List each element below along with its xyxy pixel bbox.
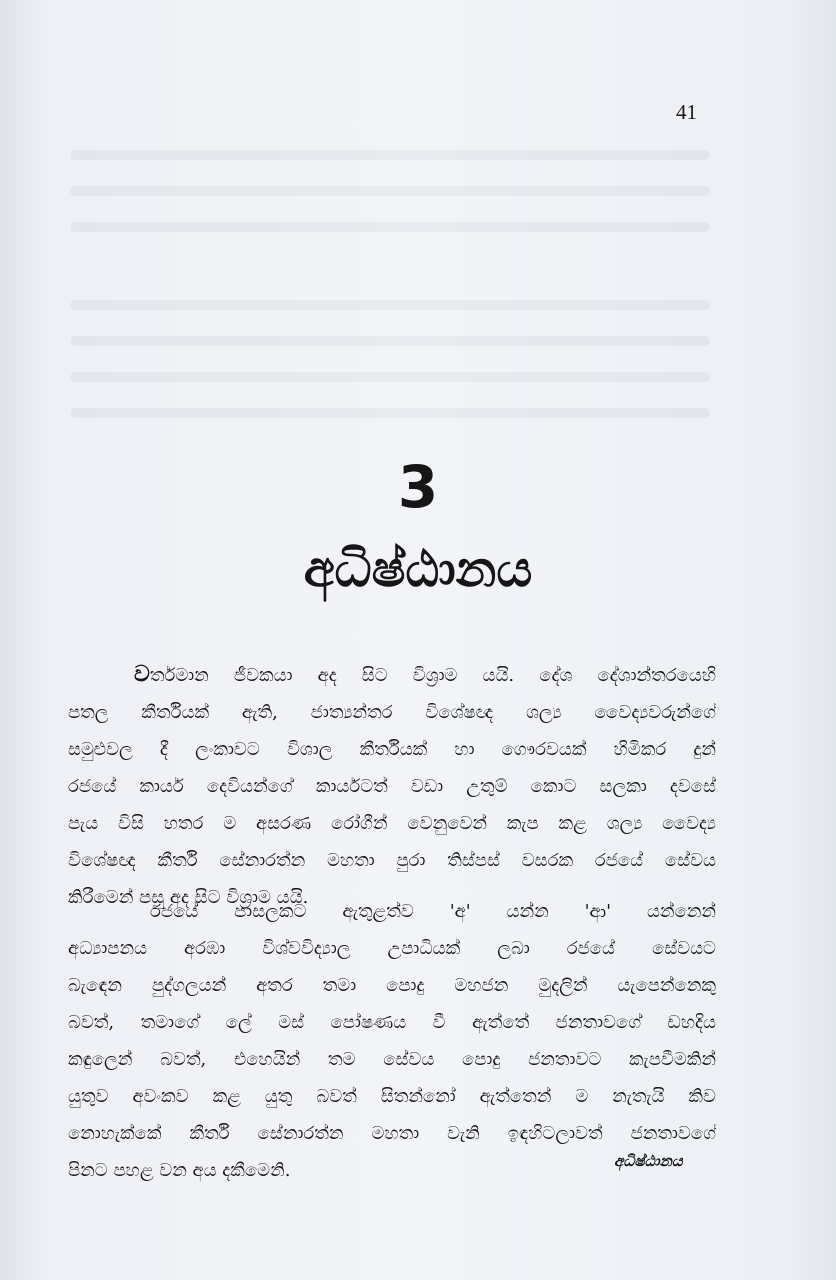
bleed-through-line [70, 408, 710, 418]
page-number: 41 [676, 100, 697, 124]
chapter-number: 3 [397, 453, 439, 521]
chapter-title: අධිෂ්ඨානය [303, 540, 533, 598]
paragraph-line: කඳුලෙන් බවත්, එහෙයින් තම සේවය පොදු ජනතාවට කැපවීමකින් [68, 1049, 716, 1070]
paragraph-1 [68, 656, 716, 916]
paragraph-line: පිනට පහළ වන අය දකීමෙනි. [68, 1160, 291, 1181]
paragraph-line: නොහැක්කේ කීර්ති සේනාරත්න මහතා වැනි ඉඳහිටලාවත් ජනතාවගේ [68, 1123, 716, 1144]
paragraph-line: විශේෂඥ කීර්ති සේනාරත්න මහතා පුරා තිස්පස් වසරක රජයේ සේවය [68, 850, 716, 871]
paragraph-2 [68, 893, 716, 1189]
paragraph-line: වර්තමාන ජීවකයා අද සිට විශ්‍රාම යයි. දේශ දේශාන්තරයෙහි [134, 661, 716, 687]
paragraph-line: පතල කීර්තියක් ඇති, ජාත්‍යන්තර විශේෂඥ ශල්‍ය වෛද්‍යවරුන්ගේ [68, 702, 716, 723]
paragraph-line: රජයේ පාසලකට ඇතුළත්ව 'අ' යන්න 'ආ' යන්නෙන් [150, 901, 716, 922]
running-footer: අධිෂ්ඨානය [614, 1152, 683, 1170]
paragraph-line: අධ්‍යාපනය අරඹා විශ්වවිද්‍යාල උපාධියක් ලබා රජයේ සේවයට [68, 938, 716, 959]
bleed-through-line [70, 222, 710, 232]
bleed-through-line [70, 372, 710, 382]
paragraph-line: බවත්, තමාගේ ලේ මස් පෝෂණය වී ඇත්තේ ජනතාවගේ ඩහදිය [68, 1012, 716, 1033]
paragraph-line: කිරීමෙන් පසු අද සිට විශ්‍රාම යයි. [68, 887, 309, 908]
bleed-through-line [70, 336, 710, 346]
paragraph-line: රජයේ කාර්ය දෙවියන්ගේ කාර්යටත් වඩා උතුම් කොට සලකා දවසේ [68, 776, 716, 797]
paragraph-line: යුතුව අවංකව කළ යුතු බවත් සිතන්නෝ ඇත්තෙන් ම නැතැයි කිව [68, 1086, 716, 1107]
bleed-through-line [70, 186, 710, 196]
bleed-through-line [70, 300, 710, 310]
drop-cap: ව [134, 661, 150, 687]
paragraph-line: පැය විසි හතර ම අසරණ රෝගීන් වෙනුවෙන් කැප කළ ශල්‍ය වෛද්‍ය [68, 813, 716, 834]
paragraph-line: සමුළුවල දී ලංකාවට විශාල කීර්තියක් හා ගෞරවයක් හිමිකර දුන් [68, 739, 716, 760]
bleed-through-line [70, 150, 710, 160]
paragraph-line: බැඳෙන පුද්ගලයන් අතර තමා පොදු මහජන මුදලින් යැපෙන්නෙකු [68, 975, 716, 996]
